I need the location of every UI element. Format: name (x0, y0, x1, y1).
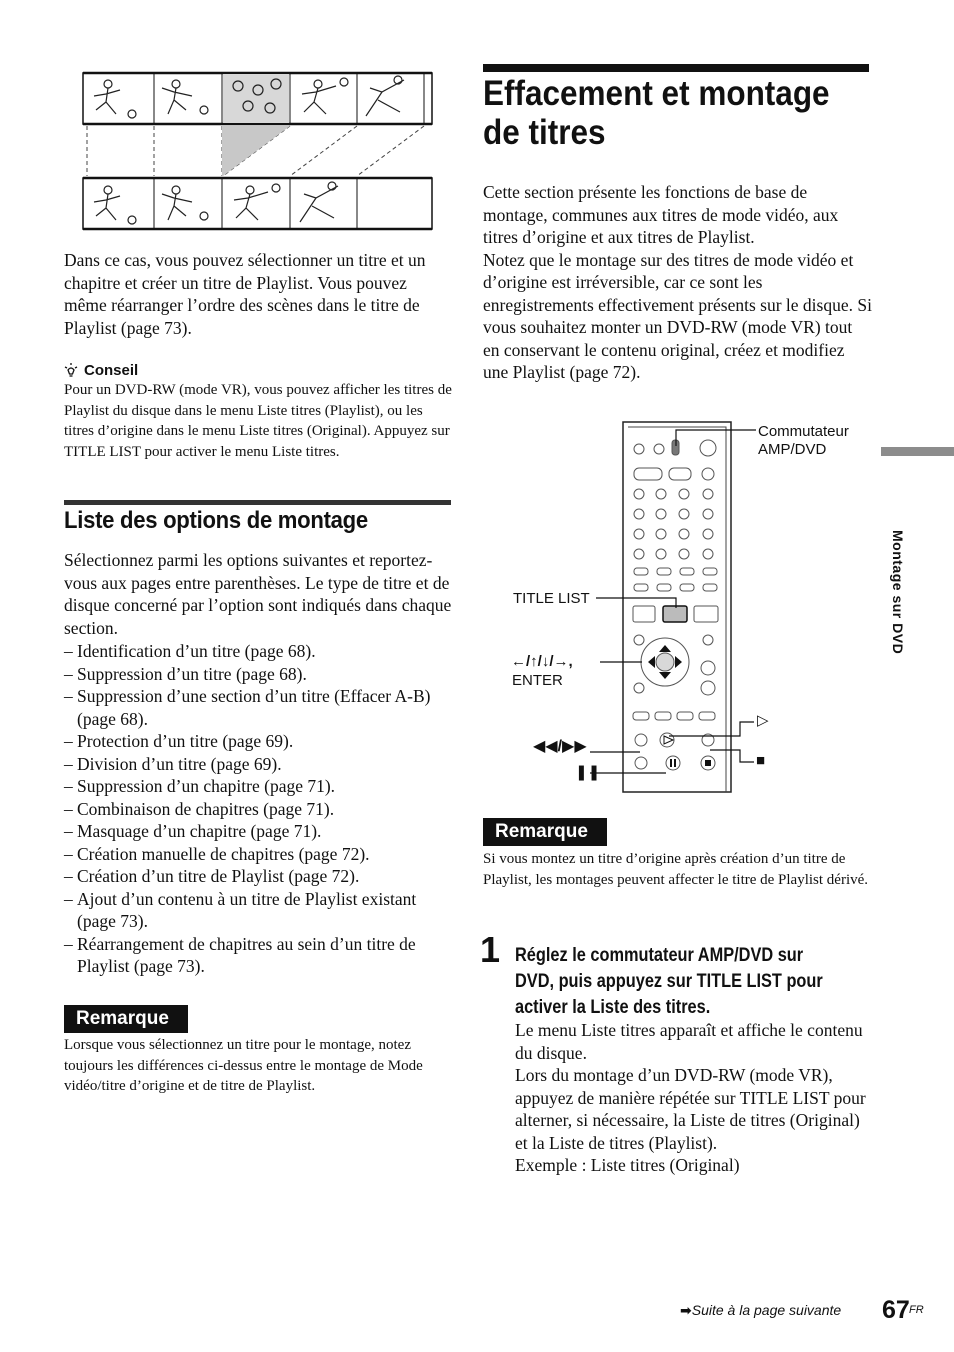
list-item: – Suppression d’une section d’un titre (Effacer A-B) (page 68). (64, 686, 431, 729)
intro-paragraph: Cette section présente les fonctions de base de montage, communes aux titres de mode vidéo, aux titres d’origine et aux titres de Playlist. (483, 182, 839, 247)
remark-text: Lorsque vous sélectionnez un titre pour le montage, notez toujours les différences ci-dessus entre le montage de Mode vidéo/titre d’origine et de titre de Playlist. (64, 1037, 423, 1094)
remote-callout-lines (590, 420, 760, 780)
list-item: – Suppression d’un titre (page 68). (64, 663, 307, 684)
list-item: – Création d’un titre de Playlist (page 72). (64, 866, 360, 886)
tip-block (64, 360, 452, 462)
list-item: – Masquage d’un chapitre (page 71). (64, 821, 322, 841)
list-item: – Protection d’un titre (page 69). (64, 731, 294, 751)
title-rule (483, 64, 869, 72)
remote-label-pause: ❚❚ (575, 764, 601, 781)
remote-label-enter: ENTER (512, 672, 563, 689)
remote-label-rew-ff: ◀◀/▶▶ (533, 738, 587, 755)
intro-paragraph: Dans ce cas, vous pouvez sélectionner un titre et un chapitre et créer un titre de Playlist. Vous pouvez même réarranger l’ordre des scènes dans le titre de Playlist (page 73). (64, 250, 426, 338)
list-item: – Identification d’un titre (page 68). (64, 641, 316, 661)
side-tab-label: Montage sur DVD (890, 530, 906, 655)
main-intro (483, 181, 873, 384)
remote-label-stop: ■ (756, 752, 766, 769)
remark-text: Si vous montez un titre d’origine après création d’un titre de Playlist, les montages peuvent affecter le titre de Playlist dérivé. (483, 851, 869, 888)
remote-label-title-list: TITLE LIST (513, 590, 590, 607)
step-body (515, 1019, 875, 1177)
list-item: – Réarrangement de chapitres au sein d’un titre de Playlist (page 73). (64, 933, 416, 976)
step-paragraph: Le menu Liste titres apparaît et affiche le contenu du disque. (515, 1020, 863, 1063)
step-heading: Réglez le commutateur AMP/DVD sur DVD, puis appuyez sur TITLE LIST pour activer la Liste des titres. (515, 945, 823, 1018)
remark-rule (483, 844, 607, 846)
step-number: 1 (480, 929, 501, 970)
options-list (64, 640, 452, 978)
remote-label-amp-dvd-switch: Commutateur AMP/DVD (758, 423, 849, 458)
page-suffix: FR (909, 1304, 924, 1316)
list-item: – Division d’un titre (page 69). (64, 753, 282, 774)
page-number: 67 (882, 1296, 910, 1324)
section-intro: Sélectionnez parmi les options suivantes et reportez-vous aux pages entre parenthèses. Le type de titre et de disque concerné par l’option sont indiqués dans chaque section. (64, 550, 452, 638)
intro-paragraph-2: Notez que le montage sur des titres de mode vidéo et d’origine est irréversible, car ce sont les enregistrements effectivement présents sur le disque. Si vous souhaitez monter un DVD-RW (mode VR) tout en conservant le contenu original, créez et modifiez une Playlist (page 72). (483, 249, 872, 382)
list-item: – Combinaison de chapitres (page 71). (64, 798, 335, 819)
side-tab-bar (881, 447, 954, 456)
tip-heading (64, 360, 452, 380)
filmstrip-illustration (82, 70, 434, 232)
list-item: – Suppression d’un chapitre (page 71). (64, 776, 336, 796)
tip-label: Conseil (84, 361, 139, 379)
remote-label-play: ▷ (757, 712, 769, 729)
arrow-right-icon: ➡ (680, 1302, 692, 1318)
remote-label-arrows: ←/↑/↓/→, (511, 653, 573, 670)
continued-note: ➡Suite à la page suivante (680, 1302, 842, 1318)
tip-text: Pour un DVD-RW (mode VR), vous pouvez afficher les titres de Playlist du disque dans le menu Liste titres (Playlist), ou les titres d’origine dans le menu Liste titres (Original). Appuyez sur TITLE LIST pour activer le menu Liste titres. (64, 382, 452, 460)
lightbulb-icon (64, 362, 78, 378)
step-paragraph: Lors du montage d’un DVD-RW (mode VR), appuyez de manière répétée sur TITLE LIST pour alterner, si nécessaire, la Liste de titres (Original) et la Liste de titres (Playlist). (515, 1065, 866, 1153)
list-item: – Création manuelle de chapitres (page 72). (64, 843, 370, 864)
list-item: – Ajout d’un contenu à un titre de Playlist existant (page 73). (64, 888, 417, 931)
remark-rule (64, 1031, 188, 1033)
page-title: Effacement et montage de titres (483, 74, 830, 152)
step-paragraph: Exemple : Liste titres (Original) (515, 1155, 740, 1175)
remark-badge: Remarque (64, 1005, 188, 1033)
section-heading: Liste des options de montage (64, 507, 368, 534)
remark-badge: Remarque (483, 818, 607, 846)
